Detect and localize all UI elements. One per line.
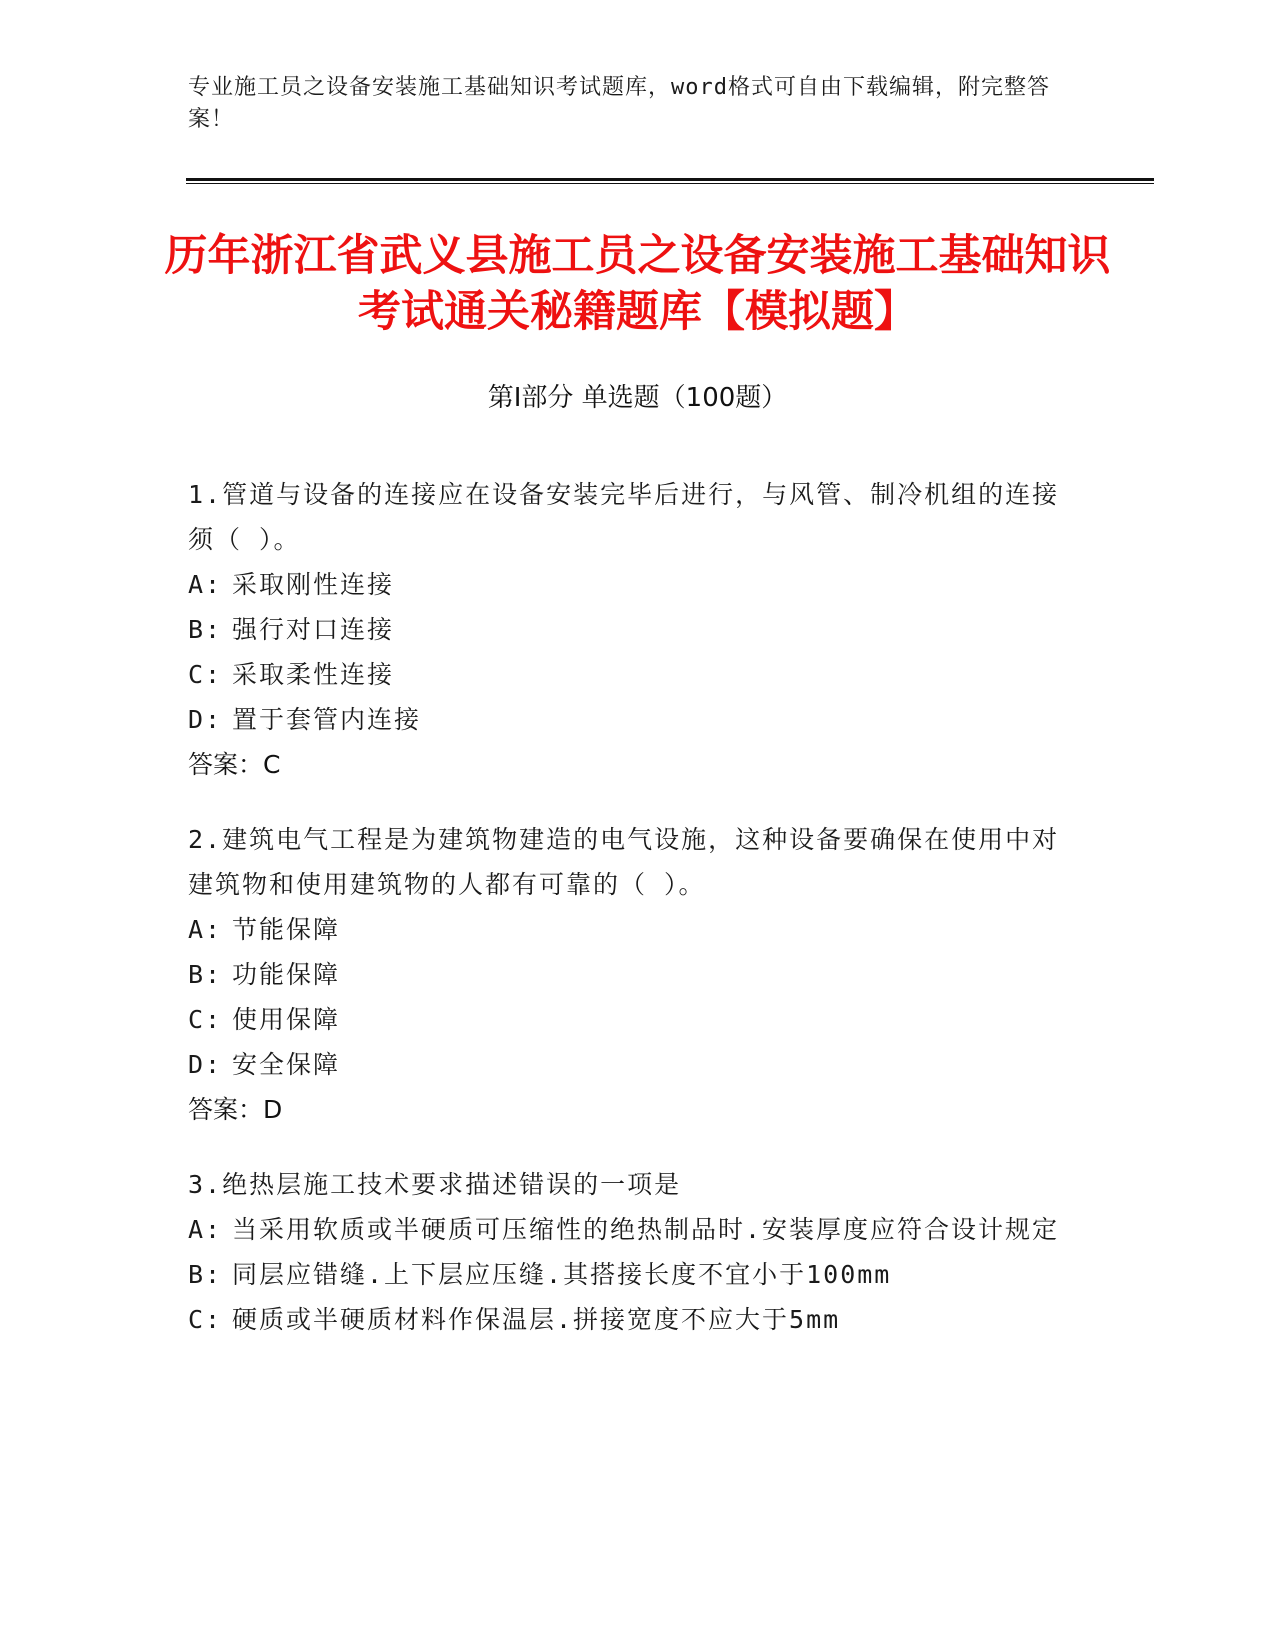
option-text: 置于套管内连接 <box>232 705 422 734</box>
option-c <box>188 1297 1068 1342</box>
header-note: 专业施工员之设备安装施工基础知识考试题库，word格式可自由下载编辑，附完整答案！ <box>188 75 1050 132</box>
option-text: 同层应错缝.上下层应压缝.其搭接长度不宜小于100mm <box>232 1260 892 1289</box>
option-letter: A: <box>188 915 223 944</box>
option-text: 当采用软质或半硬质可压缩性的绝热制品时.安装厚度应符合设计规定 <box>232 1215 1060 1244</box>
option-letter: C: <box>188 1305 223 1334</box>
option-letter: B: <box>188 960 223 989</box>
question-2 <box>188 817 1068 1132</box>
question-stem: 1.管道与设备的连接应在设备安装完毕后进行，与风管、制冷机组的连接须（ ）。 <box>188 480 1060 554</box>
option-text: 功能保障 <box>232 960 341 989</box>
option-letter: D: <box>188 1050 223 1079</box>
option-text: 节能保障 <box>232 915 341 944</box>
option-text: 采取刚性连接 <box>232 570 395 599</box>
option-letter: B: <box>188 615 223 644</box>
section-heading: 第Ⅰ部分 单选题（100题） <box>487 383 788 413</box>
question-list <box>188 472 1068 1372</box>
question-1 <box>188 472 1068 787</box>
option-text: 采取柔性连接 <box>232 660 395 689</box>
option-text: 安全保障 <box>232 1050 341 1079</box>
option-letter: A: <box>188 570 223 599</box>
question-stem: 2.建筑电气工程是为建筑物建造的电气设施，这种设备要确保在使用中对建筑物和使用建筑物的人都有可靠的（ ）。 <box>188 825 1060 899</box>
option-letter: A: <box>188 1215 223 1244</box>
option-a <box>188 1207 1068 1252</box>
question-stem: 3.绝热层施工技术要求描述错误的一项是 <box>188 1170 682 1199</box>
answer-line: 答案：C <box>188 750 281 779</box>
header-divider-thick <box>186 178 1154 181</box>
option-c <box>188 997 1068 1042</box>
option-letter: C: <box>188 1005 223 1034</box>
answer-line: 答案：D <box>188 1095 283 1124</box>
header-divider-thin <box>186 183 1154 184</box>
option-b <box>188 1252 1068 1297</box>
option-text: 使用保障 <box>232 1005 341 1034</box>
option-a <box>188 562 1068 607</box>
document-title: 历年浙江省武义县施工员之设备安装施工基础知识考试通关秘籍题库【模拟题】 <box>164 231 1111 337</box>
option-text: 硬质或半硬质材料作保温层.拼接宽度不应大于5mm <box>232 1305 841 1334</box>
option-letter: C: <box>188 660 223 689</box>
option-d <box>188 1042 1068 1087</box>
option-c <box>188 652 1068 697</box>
option-text: 强行对口连接 <box>232 615 395 644</box>
option-b <box>188 952 1068 997</box>
option-b <box>188 607 1068 652</box>
option-letter: D: <box>188 705 223 734</box>
option-letter: B: <box>188 1260 223 1289</box>
option-a <box>188 907 1068 952</box>
question-3 <box>188 1162 1068 1342</box>
option-d <box>188 697 1068 742</box>
